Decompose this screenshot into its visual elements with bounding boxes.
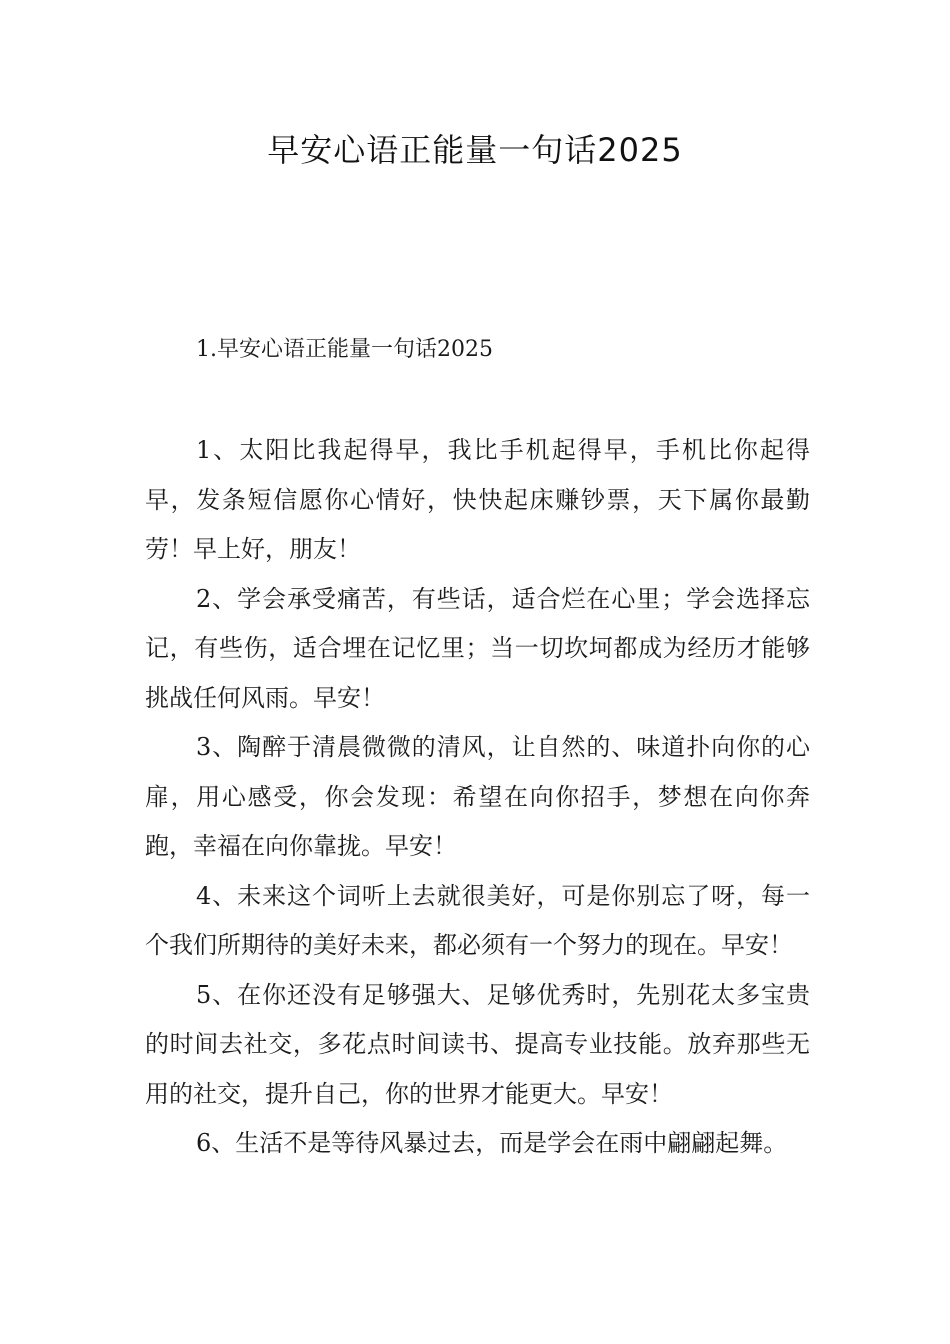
document-title: 早安心语正能量一句话2025 (267, 131, 683, 169)
document-body (145, 426, 810, 1169)
paragraph: 5、在你还没有足够强大、足够优秀时，先别花太多宝贵的时间去社交，多花点时间读书、提高专业技能。放弃那些无用的社交，提升自己，你的世界才能更大。早安！ (145, 980, 810, 1108)
section-heading: 1.早安心语正能量一句话2025 (196, 337, 493, 362)
paragraph: 4、未来这个词听上去就很美好，可是你别忘了呀，每一个我们所期待的美好未来，都必须有一个努力的现在。早安！ (145, 881, 810, 959)
paragraph: 6、生活不是等待风暴过去，而是学会在雨中翩翩起舞。 (196, 1129, 788, 1157)
paragraph: 1、太阳比我起得早，我比手机起得早，手机比你起得早，发条短信愿你心情好，快快起床赚钞票，天下属你最勤劳！早上好，朋友！ (145, 436, 810, 563)
paragraph: 3、陶醉于清晨微微的清风，让自然的、味道扑向你的心扉，用心感受，你会发现：希望在向你招手，梦想在向你奔跑，幸福在向你靠拢。早安！ (145, 733, 810, 860)
paragraph: 2、学会承受痛苦，有些话，适合烂在心里；学会选择忘记，有些伤，适合埋在记忆里；当一切坎坷都成为经历才能够挑战任何风雨。早安！ (145, 584, 810, 712)
